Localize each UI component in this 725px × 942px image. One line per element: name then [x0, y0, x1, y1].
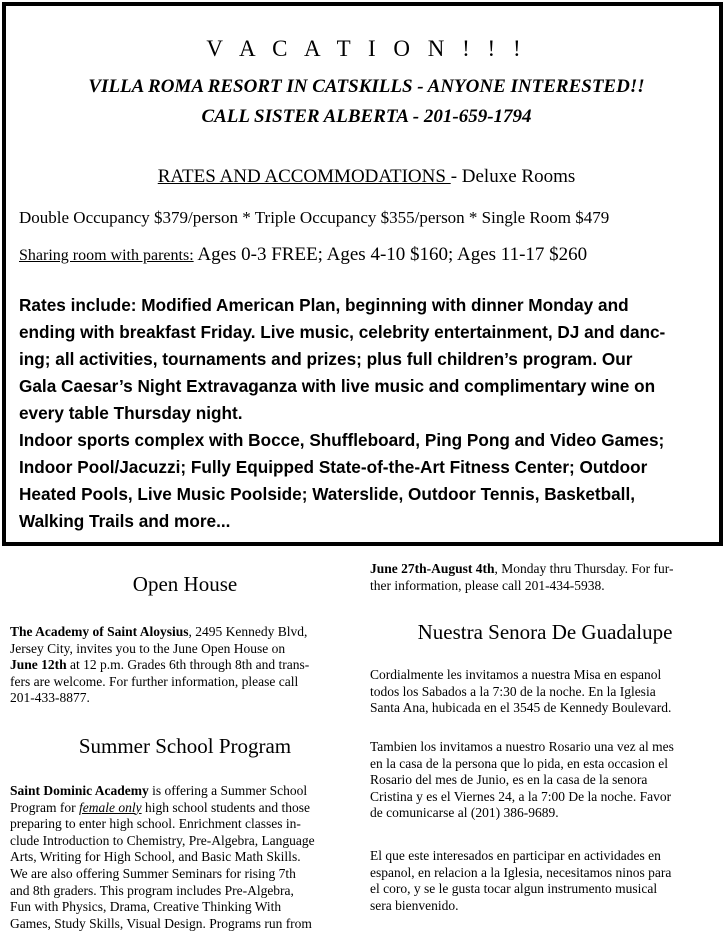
guadalupe-heading: Nuestra Senora De Guadalupe	[417, 620, 673, 644]
resort-subtitle: VILLA ROMA RESORT IN CATSKILLS - ANYONE INTERESTED!!	[88, 76, 645, 97]
school-name: The Academy of Saint Aloysius	[10, 624, 189, 639]
guadalupe-line: sera bienvenido.	[370, 897, 459, 913]
contact-subtitle: CALL SISTER ALBERTA - 201-659-1794	[201, 106, 532, 127]
guadalupe-line: Cristina y es el Viernes 24, a la 7:00 De la noche. Favor	[370, 788, 672, 804]
summer-line: Games, Study Skills, Visual Design. Programs run from	[10, 915, 312, 931]
open-house-line	[10, 657, 362, 674]
guadalupe-line: en la casa de la persona que lo pida, en esta occasion el	[370, 755, 668, 771]
indoor-line: Indoor Pool/Jacuzzi; Fully Equipped State-of-the-Art Fitness Center; Outdoor	[19, 457, 648, 477]
summer-school-body	[10, 783, 362, 932]
guadalupe-line: Tambien los invitamos a nuestro Rosario una vez al mes	[370, 739, 674, 754]
vacation-title: V A C A T I O N ! ! !	[206, 36, 527, 61]
sharing-rates-line	[19, 244, 587, 266]
summer-line: ther information, please call 201-434-5938.	[370, 577, 605, 593]
rates-include-line: every table Thursday night.	[19, 403, 243, 423]
open-house-heading: Open House	[132, 572, 238, 596]
indoor-line: Walking Trails and more...	[19, 511, 231, 531]
indoor-amenities	[19, 427, 719, 535]
open-house-date: June 12th	[10, 657, 67, 673]
guadalupe-line: espanol, en relacion a la Iglesia, necesitamos ninos para	[370, 864, 672, 880]
indoor-line: Indoor sports complex with Bocce, Shuffleboard, Ping Pong and Video Games;	[19, 430, 665, 450]
guadalupe-line: todos los Sabados a la 7:30 de la noche. En la Iglesia	[370, 683, 656, 699]
open-house-text: Jersey City, invites you to the June Open House on	[10, 640, 286, 656]
summer-line: Fun with Physics, Drama, Creative Thinking With	[10, 899, 282, 915]
rates-include-line: Gala Caesar’s Night Extravaganza with live music and complimentary wine on	[19, 376, 656, 396]
open-house-text: , 2495 Kennedy Blvd,	[188, 624, 308, 639]
summer-text: Program for	[10, 799, 79, 815]
rates-include-line: ending with breakfast Friday. Live music, celebrity entertainment, DJ and danc-	[19, 322, 666, 342]
indoor-line: Heated Pools, Live Music Poolside; Waterslide, Outdoor Tennis, Basketball,	[19, 484, 636, 504]
guadalupe-line: de comunicarse al (201) 386-9689.	[370, 805, 559, 821]
guadalupe-line: Cordialmente les invitamos a nuestra Misa en espanol	[370, 667, 662, 682]
guadalupe-line: Santa Ana, hubicada en el 3545 de Kennedy Boulevard.	[370, 700, 672, 716]
open-house-body	[10, 624, 362, 707]
summer-school-heading: Summer School Program	[78, 734, 292, 758]
summer-text: is offering a Summer School	[148, 783, 308, 798]
summer-line: clude Introduction to Chemistry, Pre-Algebra, Language	[10, 832, 315, 848]
guadalupe-line: Rosario del mes de Junio, es en la casa de la senora	[370, 772, 648, 788]
rates-include-line: Rates include: Modified American Plan, beginning with dinner Monday and	[19, 295, 629, 315]
program-dates: June 27th-August 4th	[370, 561, 495, 576]
guadalupe-para-2	[370, 739, 722, 822]
summer-line	[370, 561, 722, 578]
guadalupe-para-1	[370, 667, 722, 717]
guadalupe-line: El que este interesados en participar en actividades en	[370, 848, 661, 863]
summer-line: Arts, Writing for High School, and Basic Math Skills.	[10, 849, 301, 865]
open-house-line	[10, 624, 362, 641]
open-house-text: at 12 p.m. Grades 6th through 8th and trans-	[66, 657, 310, 673]
summer-line: We are also offering Summer Seminars for rising 7th	[10, 865, 296, 881]
occupancy-rates: Double Occupancy $379/person * Triple Occupancy $355/person * Single Room $479	[19, 208, 610, 227]
open-house-text: fers are welcome. For further information, please call	[10, 673, 299, 689]
summer-line	[10, 800, 362, 817]
rates-include-line: ing; all activities, tournaments and prizes; plus full children’s program. Our	[19, 349, 633, 369]
summer-text: , Monday thru Thursday. For fur-	[494, 561, 674, 576]
rates-heading-line	[6, 166, 725, 188]
summer-school-continued	[370, 561, 722, 594]
summer-text: high school students and those	[141, 799, 310, 815]
female-only-emphasis: female only	[78, 799, 142, 815]
summer-line	[10, 783, 362, 800]
sharing-label: Sharing room with parents:	[19, 247, 194, 264]
sharing-rates: Ages 0-3 FREE; Ages 4-10 $160; Ages 11-17 $260	[193, 244, 588, 265]
academy-name: Saint Dominic Academy	[10, 783, 149, 798]
rates-include	[19, 292, 719, 427]
rates-suffix: - Deluxe Rooms	[450, 166, 576, 187]
rates-heading: RATES AND ACCOMMODATIONS	[157, 166, 451, 187]
guadalupe-para-3	[370, 848, 722, 914]
guadalupe-line: el coro, y se le gusta tocar algun instrumento musical	[370, 881, 658, 897]
open-house-line	[10, 674, 362, 691]
open-house-line	[10, 641, 362, 658]
summer-line: and 8th graders. This program includes Pre-Algebra,	[10, 882, 294, 898]
summer-line: preparing to enter high school. Enrichment classes in-	[10, 816, 301, 832]
vacation-box	[2, 2, 723, 546]
open-house-line	[10, 690, 362, 707]
open-house-text: 201-433-8877.	[10, 690, 90, 706]
